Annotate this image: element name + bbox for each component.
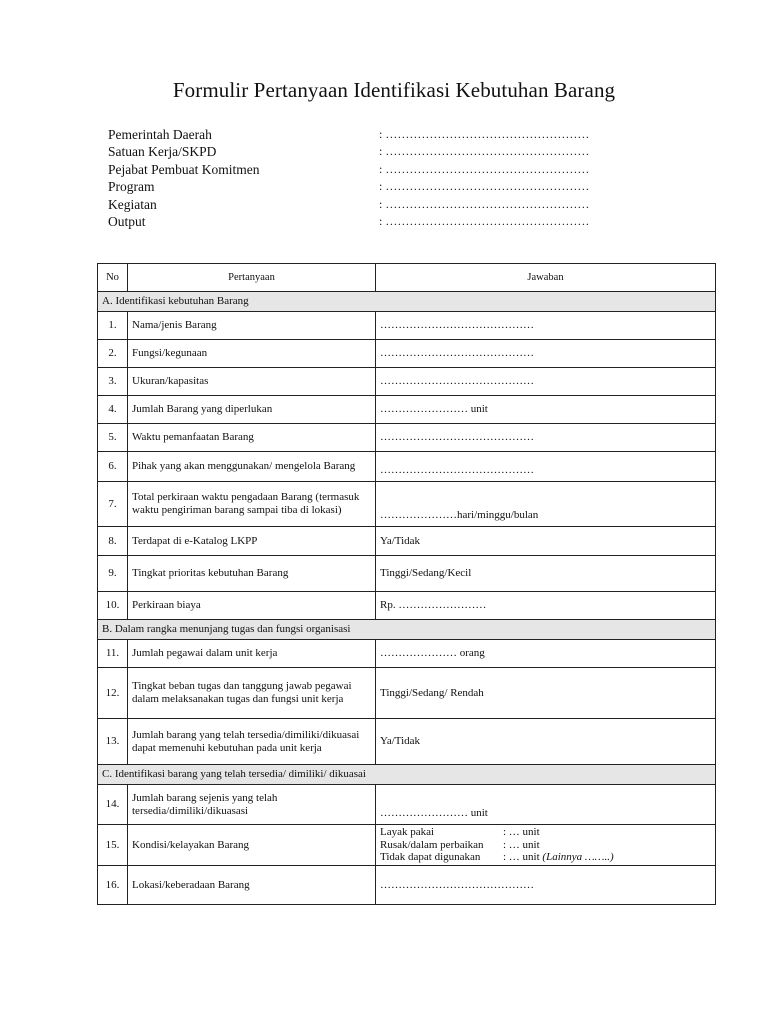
row-answer[interactable]: …………………hari/minggu/bulan xyxy=(376,482,716,527)
row-answer[interactable]: Ya/Tidak xyxy=(376,719,716,765)
table-row xyxy=(98,785,716,825)
row-answer[interactable]: …………………………………… xyxy=(376,452,716,482)
row-number: 16. xyxy=(98,866,128,905)
condition-value xyxy=(503,851,614,864)
meta-value: : …………………………………………… xyxy=(379,179,590,194)
row-question: Tingkat prioritas kebutuhan Barang xyxy=(128,556,376,592)
table-row xyxy=(98,340,716,368)
row-number: 2. xyxy=(98,340,128,368)
row-answer[interactable]: …………………………………… xyxy=(376,340,716,368)
section-title: A. Identifikasi kebutuhan Barang xyxy=(98,292,716,312)
meta-label: Pejabat Pembuat Komitmen xyxy=(108,161,260,177)
row-answer[interactable]: …………………………………… xyxy=(376,312,716,340)
condition-note: (Lainnya ……..) xyxy=(542,851,614,864)
row-answer[interactable]: …………………………………… xyxy=(376,866,716,905)
condition-line xyxy=(380,826,711,839)
form-title: Formulir Pertanyaan Identifikasi Kebutuhan Barang xyxy=(172,78,616,102)
condition-value: : … unit xyxy=(503,838,540,851)
table-row xyxy=(98,482,716,527)
row-number: 10. xyxy=(98,592,128,620)
row-number: 12. xyxy=(98,668,128,719)
table-row xyxy=(98,452,716,482)
row-answer[interactable]: …………………… unit xyxy=(376,396,716,424)
section-a-header xyxy=(98,292,716,312)
row-number: 1. xyxy=(98,312,128,340)
questionnaire-table xyxy=(97,263,716,905)
row-question: Nama/jenis Barang xyxy=(128,312,376,340)
table-row xyxy=(98,312,716,340)
table-row xyxy=(98,592,716,620)
row-number: 8. xyxy=(98,527,128,556)
row-answer[interactable]: …………………… unit xyxy=(376,785,716,825)
row-question: Jumlah barang sejenis yang telah tersedia/dimiliki/dikuasasi xyxy=(128,785,376,825)
meta-label: Satuan Kerja/SKPD xyxy=(108,144,217,160)
row-number: 11. xyxy=(98,640,128,668)
condition-label: Layak pakai xyxy=(380,826,435,839)
row-question: Tingkat beban tugas dan tanggung jawab pegawai dalam melaksanakan tugas dan fungsi unit kerja xyxy=(128,668,376,719)
meta-value: : …………………………………………… xyxy=(379,196,590,211)
table-row xyxy=(98,556,716,592)
row-question: Perkiraan biaya xyxy=(128,592,376,620)
meta-value: : …………………………………………… xyxy=(379,161,590,176)
row-answer[interactable]: Rp. …………………… xyxy=(376,592,716,620)
meta-value: : …………………………………………… xyxy=(379,144,590,159)
row-question: Jumlah Barang yang diperlukan xyxy=(128,396,376,424)
meta-value: : …………………………………………… xyxy=(379,213,590,228)
table-row xyxy=(98,424,716,452)
condition-value-text: : … unit xyxy=(503,851,540,864)
condition-label: Tidak dapat digunakan xyxy=(380,851,481,864)
row-question: Jumlah barang yang telah tersedia/dimiliki/dikuasai dapat memenuhi kebutuhan pada unit kerja xyxy=(128,719,376,765)
row-number: 13. xyxy=(98,719,128,765)
table-row xyxy=(98,719,716,765)
section-title: C. Identifikasi barang yang telah tersedia/ dimiliki/ dikuasai xyxy=(98,765,716,785)
row-question: Jumlah pegawai dalam unit kerja xyxy=(128,640,376,668)
table-row xyxy=(98,368,716,396)
condition-line xyxy=(380,851,711,864)
table-row xyxy=(98,527,716,556)
row-question: Ukuran/kapasitas xyxy=(128,368,376,396)
section-c-header xyxy=(98,765,716,785)
condition-label: Rusak/dalam perbaikan xyxy=(380,838,484,851)
table-header-row xyxy=(98,264,716,292)
table-row xyxy=(98,668,716,719)
row-question: Fungsi/kegunaan xyxy=(128,340,376,368)
row-number: 14. xyxy=(98,785,128,825)
row-answer[interactable]: Tinggi/Sedang/Kecil xyxy=(376,556,716,592)
section-b-header xyxy=(98,620,716,640)
meta-label: Output xyxy=(108,213,146,229)
header-question: Pertanyaan xyxy=(128,264,376,292)
row-question: Waktu pemanfaatan Barang xyxy=(128,424,376,452)
row-number: 7. xyxy=(98,482,128,527)
table-row xyxy=(98,396,716,424)
row-question: Total perkiraan waktu pengadaan Barang (termasuk waktu pengiriman barang sampai tiba di lokasi) xyxy=(128,482,376,527)
meta-label: Kegiatan xyxy=(108,196,157,212)
header-answer: Jawaban xyxy=(376,264,716,292)
condition-value: : … unit xyxy=(503,826,540,839)
row-answer[interactable]: …………………………………… xyxy=(376,424,716,452)
table-row xyxy=(98,640,716,668)
row-question: Terdapat di e-Katalog LKPP xyxy=(128,527,376,556)
section-title: B. Dalam rangka menunjang tugas dan fungsi organisasi xyxy=(98,620,716,640)
row-answer[interactable]: …………………………………… xyxy=(376,368,716,396)
row-answer-condition[interactable] xyxy=(376,825,716,866)
table-row xyxy=(98,866,716,905)
row-answer[interactable]: ………………… orang xyxy=(376,640,716,668)
row-number: 3. xyxy=(98,368,128,396)
meta-label: Program xyxy=(108,179,155,195)
meta-label: Pemerintah Daerah xyxy=(108,127,212,142)
row-answer[interactable]: Tinggi/Sedang/ Rendah xyxy=(376,668,716,719)
table-row xyxy=(98,825,716,866)
row-question: Pihak yang akan menggunakan/ mengelola Barang xyxy=(128,452,376,482)
row-question: Lokasi/keberadaan Barang xyxy=(128,866,376,905)
row-number: 9. xyxy=(98,556,128,592)
row-number: 15. xyxy=(98,825,128,866)
meta-value: : …………………………………………… xyxy=(379,127,590,141)
header-no: No xyxy=(98,264,128,292)
row-number: 4. xyxy=(98,396,128,424)
row-number: 5. xyxy=(98,424,128,452)
row-question: Kondisi/kelayakan Barang xyxy=(128,825,376,866)
condition-line xyxy=(380,839,711,852)
row-answer[interactable]: Ya/Tidak xyxy=(376,527,716,556)
row-number: 6. xyxy=(98,452,128,482)
